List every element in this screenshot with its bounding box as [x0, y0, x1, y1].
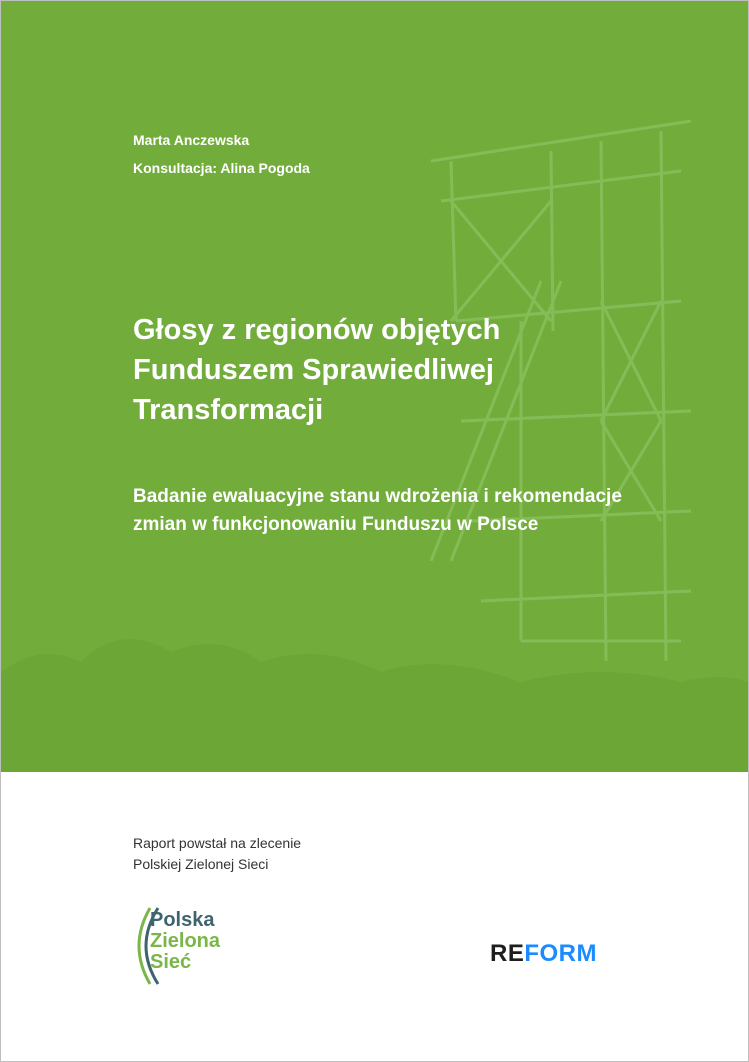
- report-title: Głosy z regionów objętych Funduszem Sprawiedliwej Transformacji: [133, 314, 501, 426]
- tree-silhouette: [1, 552, 748, 772]
- commission-line-1: Raport powstał na zlecenie: [133, 835, 302, 851]
- polska-zielona-siec-logo: [150, 910, 220, 973]
- commission-note: [133, 833, 301, 875]
- consultation-credit: Konsultacja: Alina Pogoda: [133, 160, 310, 176]
- authors: [133, 126, 310, 182]
- report-subtitle: Badanie ewaluacyjne stanu wdrożenia i rekomendacje zmian w funkcjonowaniu Funduszu w Polsce: [133, 486, 622, 535]
- author-name: Marta Anczewska: [133, 132, 250, 148]
- reform-logo: [490, 940, 597, 968]
- reform-logo-re: RE: [490, 940, 525, 967]
- commission-line-2: Polskiej Zielonej Sieci: [133, 856, 269, 872]
- logo-line-3: Sieć: [150, 951, 192, 973]
- reform-logo-form: FORM: [524, 940, 597, 967]
- logo-line-2: Zielona: [150, 930, 221, 952]
- logo-line-1: Polska: [150, 909, 215, 931]
